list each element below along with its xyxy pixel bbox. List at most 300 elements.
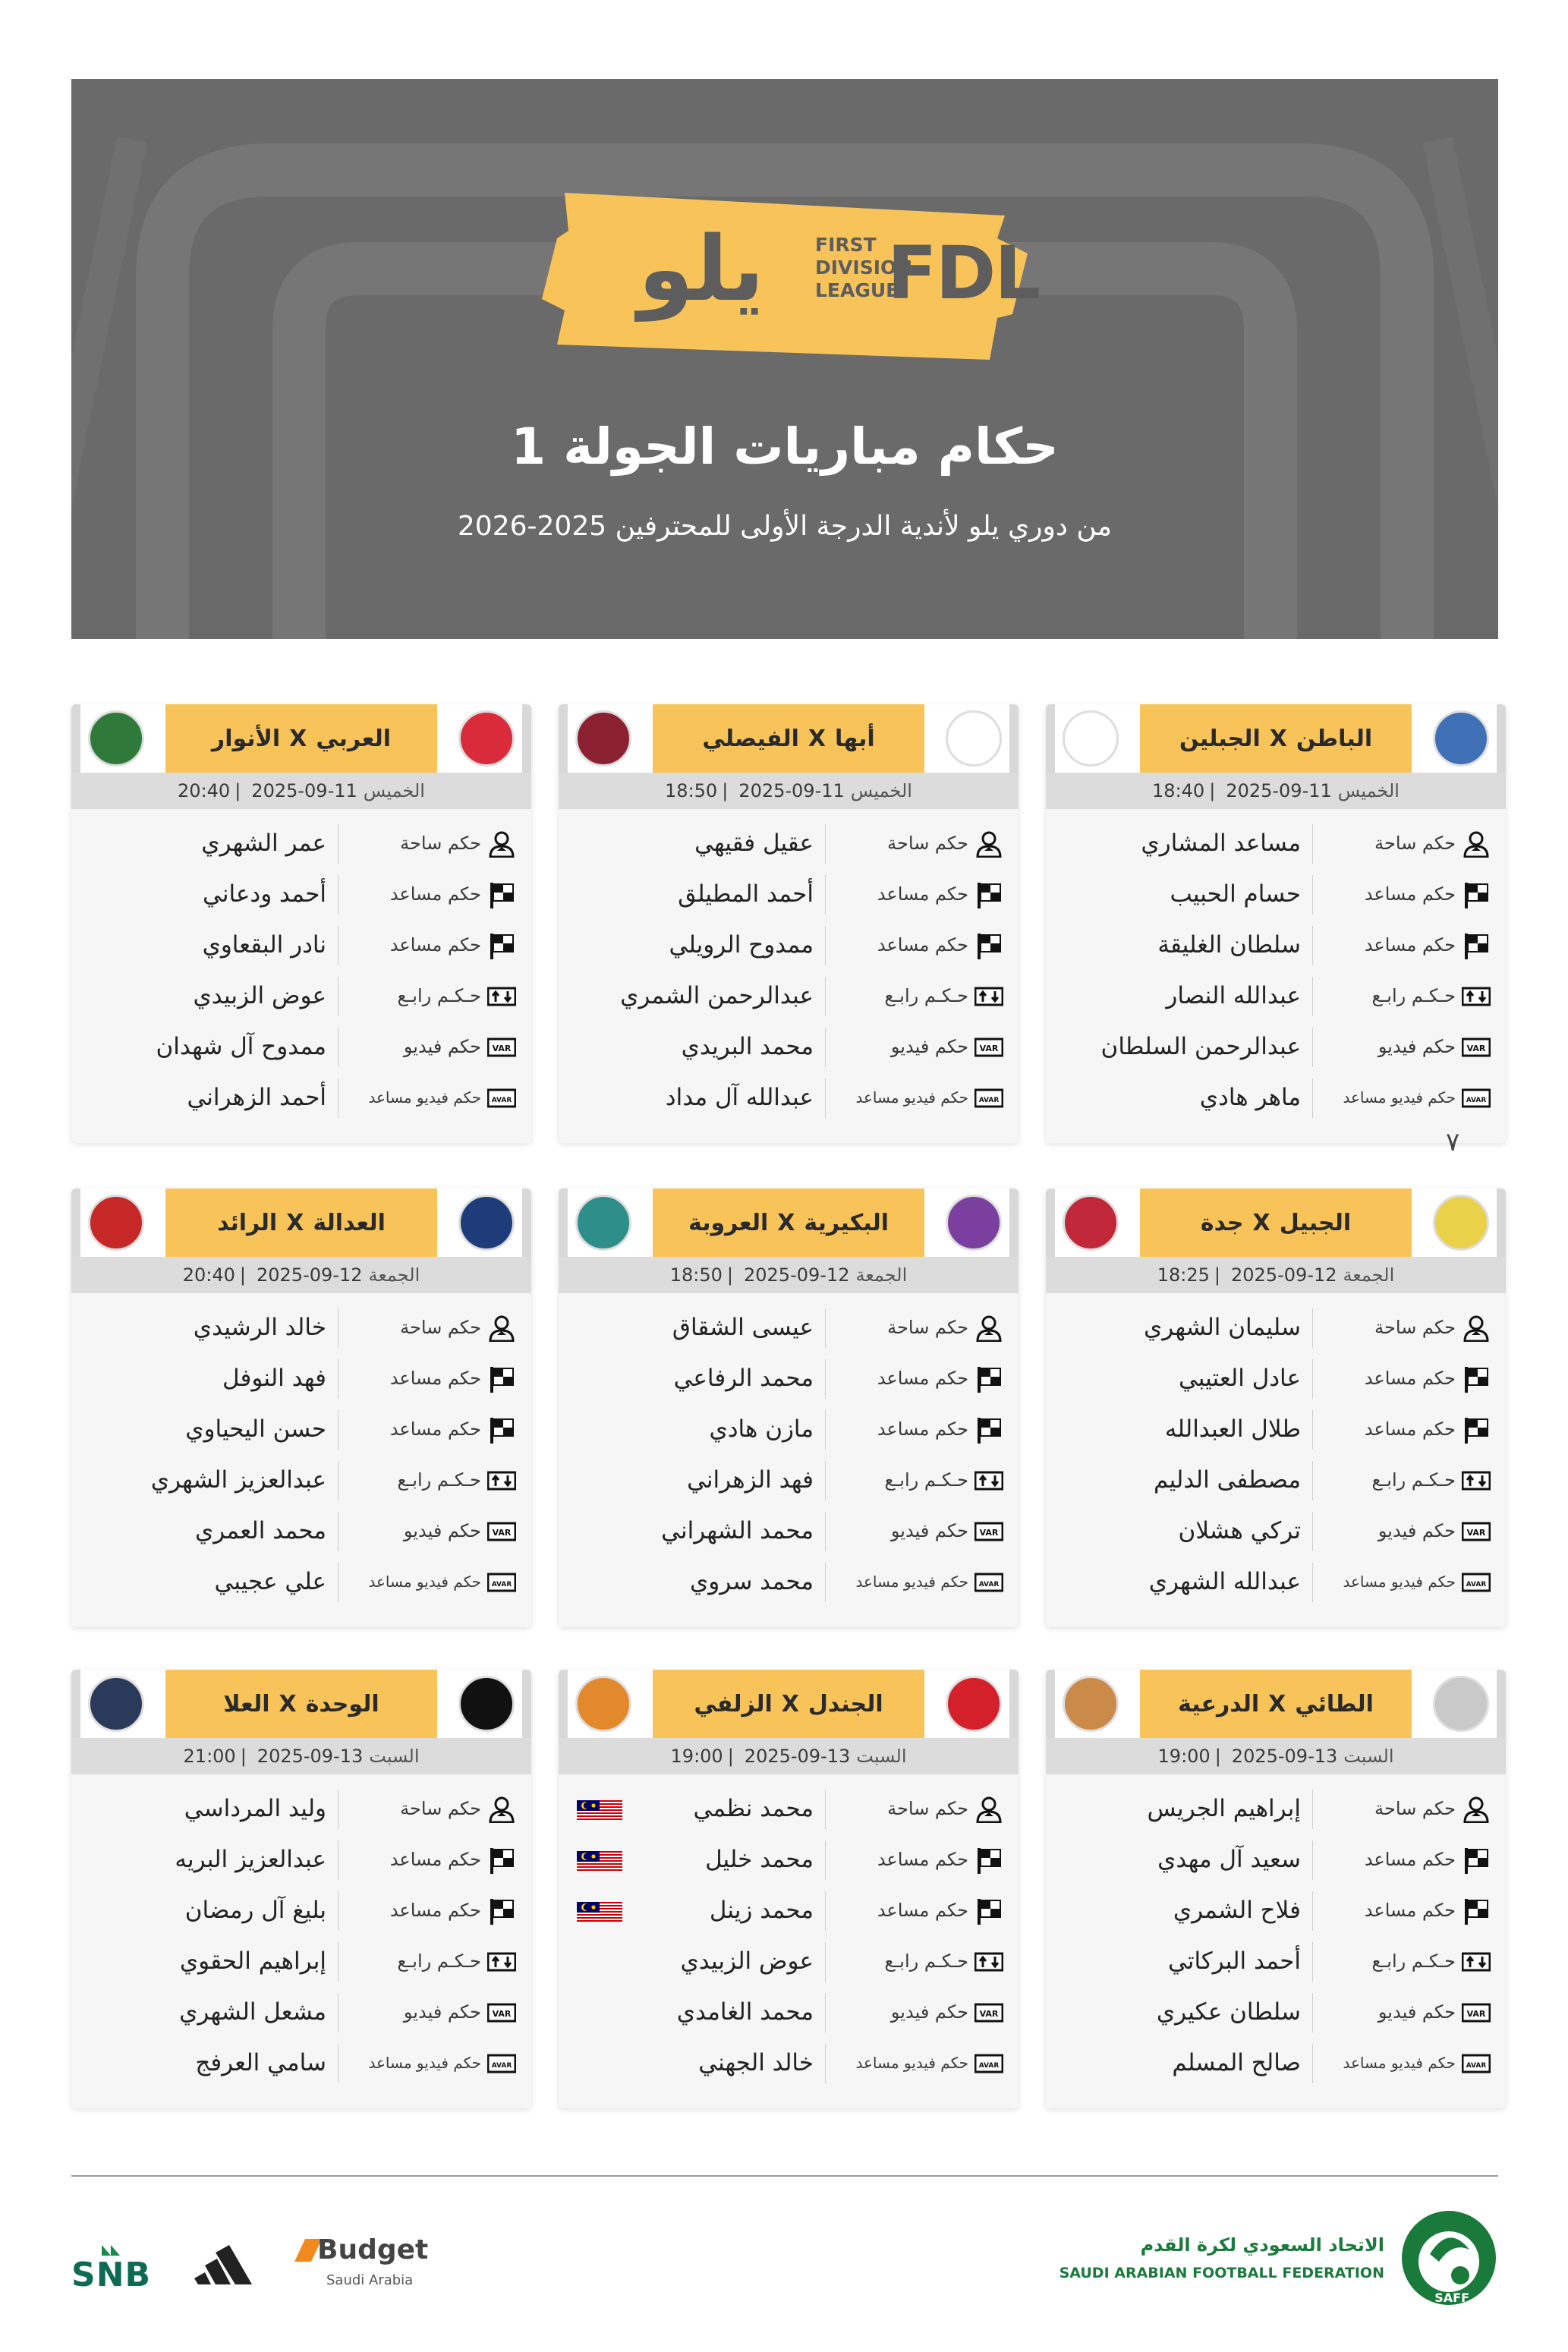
svg-text:AVAR: AVAR (978, 1581, 1000, 1588)
match-day: الخميس (850, 780, 912, 801)
role-label: حكم مساعد (877, 934, 968, 956)
row-divider (825, 1790, 826, 1829)
referee-row (559, 1506, 1019, 1557)
match-title (1140, 1189, 1412, 1257)
role-label: حكم مساعد (389, 934, 481, 956)
svg-text:AVAR: AVAR (1466, 2062, 1487, 2070)
match-card (71, 704, 531, 1143)
row-divider (1312, 875, 1313, 915)
referee-name: محمد الشهراني (661, 1517, 814, 1544)
header-edge (559, 704, 568, 773)
referee-row (71, 971, 531, 1022)
svg-text:AVAR: AVAR (491, 2062, 512, 2070)
row-divider (825, 1028, 826, 1067)
referee-name: أحمد المطيلق (678, 880, 814, 908)
away-team-name: الأنوار (211, 725, 281, 752)
match-datetime (71, 1738, 531, 1774)
header-edge (1009, 1189, 1019, 1257)
header-edge (559, 1189, 568, 1257)
role-label: حكم مساعد (877, 1418, 968, 1440)
referee-name: أحمد ودعاني (202, 880, 326, 908)
row-divider (825, 1078, 826, 1118)
match-date: 2025-09-12 (257, 1264, 363, 1286)
match-card (559, 704, 1019, 1143)
row-divider (825, 1461, 826, 1500)
referee-row (71, 1557, 531, 1607)
role-label: حكم فيديو (403, 2001, 481, 2023)
substitution-board-icon (487, 983, 516, 1010)
referee-list (559, 818, 1019, 1123)
role-label: حكم ساحة (887, 1798, 968, 1819)
svg-text:VAR: VAR (492, 1044, 512, 1053)
role-label: حكم مساعد (1364, 1900, 1456, 1921)
row-divider (825, 1840, 826, 1880)
flag-icon (487, 1897, 516, 1925)
flag-icon (974, 881, 1003, 908)
match-day: الجمعة (1343, 1264, 1395, 1286)
role-label: حـكـم رابـع (884, 1469, 968, 1491)
referee-row (71, 818, 531, 869)
referee-row (71, 1784, 531, 1834)
versus-separator: X (1269, 725, 1287, 752)
role-label: حكم ساحة (887, 833, 968, 854)
match-time: 19:00 (670, 1746, 723, 1767)
away-team-name: الرائد (217, 1209, 278, 1236)
row-divider (1312, 1840, 1313, 1880)
row-divider (1312, 1461, 1313, 1500)
role-label: حكم فيديو (403, 1520, 481, 1541)
flag-icon (1462, 1365, 1491, 1393)
referee-icon (1462, 830, 1491, 858)
header-edge (1009, 704, 1019, 773)
referee-name: عبدالعزيز البريه (175, 1846, 326, 1873)
flag-icon (974, 1365, 1003, 1393)
role-label: حكم مساعد (389, 1368, 481, 1389)
page-title: حكام مباريات الجولة 1 (511, 417, 1059, 476)
away-team-logo (88, 1676, 144, 1732)
role-label: حكم مساعد (1364, 883, 1456, 905)
referee-icon (974, 1796, 1003, 1823)
malaysia-flag-icon (577, 1902, 622, 1922)
referee-name: فهد النوفل (222, 1365, 326, 1392)
substitution-board-icon (1462, 1467, 1491, 1494)
home-team-logo (458, 710, 515, 767)
header-edge (522, 1189, 531, 1257)
versus-separator: X (1268, 1690, 1286, 1718)
row-divider (825, 1512, 826, 1551)
home-team-name: العربي (316, 725, 392, 752)
budget-logo-subtext: Saudi Arabia (326, 2272, 414, 2288)
row-divider (825, 1891, 826, 1931)
away-team-name: الدرعية (1178, 1690, 1260, 1718)
match-date: 2025-09-13 (744, 1746, 851, 1767)
referee-name: خالد الجهني (698, 2049, 814, 2076)
saff-english-name: SAUDI ARABIAN FOOTBALL FEDERATION (1059, 2265, 1384, 2281)
away-team-logo (1063, 710, 1119, 767)
match-datetime (559, 1738, 1019, 1774)
substitution-board-icon (487, 1467, 516, 1494)
avar-icon (974, 1569, 1003, 1596)
referee-name: عبدالله الشهري (1148, 1568, 1301, 1595)
referee-name: سامي العرفج (195, 2049, 326, 2076)
versus-separator: X (1252, 1209, 1270, 1236)
row-divider (825, 1308, 826, 1348)
datetime-separator: | (726, 1264, 733, 1286)
budget-logo-text: Budget (317, 2234, 429, 2265)
role-label: حكم مساعد (1364, 934, 1456, 956)
role-label: حكم فيديو مساعد (368, 1573, 481, 1591)
flag-icon (487, 1416, 516, 1444)
role-label: حـكـم رابـع (884, 985, 968, 1006)
role-label: حكم مساعد (877, 1849, 968, 1870)
referee-name: نادر البقعاوي (202, 931, 326, 959)
referee-row (1046, 1834, 1506, 1885)
header-edge (522, 1670, 531, 1738)
avar-icon (974, 1085, 1003, 1112)
logo-word: LEAGUE (815, 279, 899, 301)
referee-list (71, 818, 531, 1123)
role-label: حكم فيديو مساعد (368, 2054, 481, 2072)
referee-row (559, 1885, 1019, 1936)
row-divider (1312, 1942, 1313, 1982)
referee-list (71, 1784, 531, 2089)
referee-row (559, 1353, 1019, 1404)
role-label: حكم فيديو مساعد (1343, 1573, 1456, 1591)
match-datetime (559, 1257, 1019, 1293)
home-team-name: الجبيل (1279, 1209, 1352, 1236)
referee-row (1046, 869, 1506, 920)
saff-logo (1059, 2209, 1498, 2307)
match-time: 20:40 (178, 780, 231, 801)
role-label: حكم مساعد (877, 883, 968, 905)
row-divider (1312, 1891, 1313, 1931)
var-icon (487, 1034, 516, 1061)
referee-row (559, 2038, 1019, 2089)
referee-name: عبدالعزيز الشهري (150, 1466, 326, 1494)
role-label: حـكـم رابـع (397, 985, 481, 1006)
match-header (559, 1189, 1019, 1257)
svg-text:AVAR: AVAR (1466, 1581, 1487, 1588)
referee-row (1046, 1404, 1506, 1455)
role-label: حـكـم رابـع (1371, 1469, 1456, 1491)
referee-name: ماهر هادي (1199, 1084, 1301, 1111)
yelo-fdl-logo (542, 185, 1040, 367)
row-divider (825, 1410, 826, 1450)
header-edge (1046, 1189, 1055, 1257)
home-team-logo (1433, 1676, 1489, 1732)
referee-name: عوض الزبيدي (193, 982, 326, 1009)
referee-name: محمد الرفاعي (673, 1365, 814, 1392)
role-label: حكم فيديو مساعد (855, 2054, 968, 2072)
datetime-separator: | (1209, 780, 1216, 801)
referee-row (559, 1784, 1019, 1834)
referee-name: عبدالرحمن السلطان (1100, 1033, 1301, 1060)
datetime-separator: | (1214, 1746, 1221, 1767)
referee-row (559, 818, 1019, 869)
referee-row (71, 1987, 531, 2038)
referee-row (559, 1834, 1019, 1885)
referee-name: وليد المرداسي (184, 1795, 326, 1822)
footer-divider (71, 2175, 1498, 2177)
referee-row (71, 1834, 531, 1885)
match-card (559, 1670, 1019, 2108)
referee-name: إبراهيم الحقوي (179, 1947, 326, 1975)
referee-name: عقيل فقيهي (694, 830, 814, 857)
referee-name: محمد نظمي (693, 1795, 814, 1822)
match-title (1140, 704, 1412, 773)
header-edge (1009, 1670, 1019, 1738)
match-datetime (71, 1257, 531, 1293)
row-divider (825, 1942, 826, 1982)
budget-logo (294, 2234, 429, 2295)
referee-row (1046, 1784, 1506, 1834)
versus-separator: X (781, 1690, 799, 1718)
avar-icon (1462, 1085, 1491, 1112)
home-team-name: الطائي (1295, 1690, 1374, 1718)
svg-text:VAR: VAR (1466, 2009, 1486, 2019)
header-edge (522, 704, 531, 773)
header-edge (71, 704, 80, 773)
logo-word: FIRST (815, 234, 877, 256)
match-datetime (1046, 1738, 1506, 1774)
row-divider (825, 1359, 826, 1399)
versus-separator: X (777, 1209, 795, 1236)
match-day: السبت (369, 1746, 420, 1767)
match-card (1046, 1189, 1506, 1627)
role-label: حكم ساحة (1374, 1317, 1456, 1338)
role-label: حكم فيديو (890, 1036, 968, 1057)
role-label: حكم فيديو (890, 2001, 968, 2023)
referee-name: عيسى الشقاق (672, 1314, 814, 1341)
flag-icon (1462, 881, 1491, 908)
match-time: 18:50 (665, 780, 718, 801)
snb-logo-text: SNB (71, 2256, 152, 2294)
match-datetime (71, 773, 531, 809)
referee-name: محمد خليل (705, 1846, 814, 1873)
role-label: حكم مساعد (1364, 1368, 1456, 1389)
flag-icon (1462, 1897, 1491, 1925)
row-divider (1312, 824, 1313, 864)
referee-row (1046, 1072, 1506, 1123)
header-edge (1497, 704, 1506, 773)
referee-name: محمد زينل (709, 1897, 814, 1924)
match-title (165, 1189, 437, 1257)
var-icon (974, 1518, 1003, 1545)
row-divider (825, 1563, 826, 1602)
flag-icon (487, 881, 516, 908)
referee-row (71, 1936, 531, 1987)
match-datetime (559, 773, 1019, 809)
match-header (1046, 1189, 1506, 1257)
match-date: 2025-09-11 (738, 780, 845, 801)
svg-text:VAR: VAR (492, 2009, 512, 2019)
flag-icon (487, 1365, 516, 1393)
row-divider (1312, 1308, 1313, 1348)
flag-icon (487, 932, 516, 959)
referee-row (1046, 1936, 1506, 1987)
home-team-name: الباطن (1296, 725, 1373, 752)
flag-icon (974, 1897, 1003, 1925)
referee-name: أحمد الزهراني (187, 1084, 326, 1111)
datetime-separator: | (727, 1746, 734, 1767)
away-team-name: العلا (223, 1690, 270, 1718)
referee-name: مصطفى الدليم (1153, 1466, 1301, 1494)
referee-name: صالح المسلم (1172, 2049, 1301, 2076)
home-team-logo (946, 710, 1002, 767)
away-team-logo (88, 710, 144, 767)
versus-separator: X (279, 1690, 297, 1718)
avar-icon (1462, 1569, 1491, 1596)
referee-name: ممدوح آل شهدان (156, 1033, 326, 1060)
svg-text:AVAR: AVAR (1466, 1097, 1487, 1104)
svg-text:VAR: VAR (979, 1044, 999, 1053)
referee-name: إبراهيم الجريس (1147, 1795, 1301, 1822)
row-divider (1312, 1790, 1313, 1829)
referee-icon (487, 1315, 516, 1342)
referee-name: عبدالله آل مداد (665, 1084, 814, 1111)
referee-icon (487, 830, 516, 858)
datetime-separator: | (235, 780, 241, 801)
role-label: حـكـم رابـع (397, 1469, 481, 1491)
role-label: حكم مساعد (389, 1418, 481, 1440)
referee-icon (974, 1315, 1003, 1342)
match-date: 2025-09-11 (251, 780, 357, 801)
role-label: حكم ساحة (400, 833, 481, 854)
referee-row (559, 1557, 1019, 1607)
match-datetime (1046, 1257, 1506, 1293)
referee-row (1046, 1353, 1506, 1404)
datetime-separator: | (722, 780, 729, 801)
adidas-stripes-icon (194, 2239, 270, 2292)
away-team-name: الجبلين (1179, 725, 1261, 752)
datetime-separator: | (239, 1264, 246, 1286)
match-header (71, 1189, 531, 1257)
svg-text:VAR: VAR (979, 2009, 999, 2019)
home-team-logo (946, 1676, 1002, 1732)
role-label: حكم ساحة (1374, 1798, 1456, 1819)
match-date: 2025-09-12 (1231, 1264, 1337, 1286)
substitution-board-icon (487, 1948, 516, 1976)
referee-icon (974, 830, 1003, 858)
referee-row (559, 1072, 1019, 1123)
home-team-logo (1433, 1195, 1489, 1251)
role-label: حكم فيديو (890, 1520, 968, 1541)
referee-name: عوض الزبيدي (680, 1947, 814, 1975)
svg-text:AVAR: AVAR (978, 1097, 1000, 1104)
referee-row (559, 1987, 1019, 2038)
svg-text:VAR: VAR (1466, 1044, 1486, 1053)
match-day: السبت (856, 1746, 907, 1767)
var-icon (974, 1999, 1003, 2026)
referee-name: مشعل الشهري (179, 1998, 326, 2026)
adidas-logo (194, 2239, 270, 2292)
row-divider (1312, 977, 1313, 1016)
referee-name: ممدوح الرويلي (669, 931, 814, 959)
match-day: السبت (1343, 1746, 1394, 1767)
role-label: حكم مساعد (389, 1849, 481, 1870)
role-label: حكم مساعد (389, 1900, 481, 1921)
role-label: حـكـم رابـع (1371, 1951, 1456, 1972)
header-edge (71, 1189, 80, 1257)
match-time: 20:40 (182, 1264, 235, 1286)
referee-row (1046, 1506, 1506, 1557)
match-date: 2025-09-12 (744, 1264, 850, 1286)
versus-separator: X (808, 725, 827, 752)
referee-list (1046, 1302, 1506, 1607)
referee-row (1046, 971, 1506, 1022)
match-time: 18:25 (1157, 1264, 1210, 1286)
away-team-logo (575, 710, 631, 767)
referee-row (71, 2038, 531, 2089)
role-label: حكم مساعد (389, 883, 481, 905)
referee-name: حسن اليحياوي (185, 1415, 326, 1443)
referee-name: محمد البريدي (681, 1033, 814, 1060)
referee-row (1046, 1885, 1506, 1936)
away-team-name: الزلفي (694, 1690, 773, 1718)
role-label: حكم ساحة (887, 1317, 968, 1338)
logo-arabic-text: يلو (638, 216, 765, 321)
referee-row (71, 1506, 531, 1557)
substitution-board-icon (974, 1467, 1003, 1494)
role-label: حـكـم رابـع (397, 1951, 481, 1972)
home-team-name: البكيرية (804, 1209, 889, 1236)
referee-name: مساعد المشاري (1141, 830, 1301, 857)
referee-list (71, 1302, 531, 1607)
referee-row (559, 869, 1019, 920)
match-title (1140, 1670, 1412, 1738)
referee-name: علي عجيبي (214, 1568, 326, 1595)
flag-icon (1462, 1416, 1491, 1444)
row-divider (825, 824, 826, 864)
referee-name: سعيد آل مهدي (1157, 1846, 1301, 1873)
referee-row (71, 1353, 531, 1404)
match-day: الجمعة (368, 1264, 420, 1286)
role-label: حكم فيديو مساعد (855, 1573, 968, 1591)
row-divider (1312, 926, 1313, 965)
role-label: حكم ساحة (400, 1798, 481, 1819)
corner-mark: ٧ (1446, 1127, 1460, 1157)
match-header (71, 704, 531, 773)
referee-name: فهد الزهراني (687, 1466, 814, 1494)
match-title (165, 1670, 437, 1738)
referee-list (559, 1302, 1019, 1607)
referee-row (1046, 920, 1506, 971)
var-icon (487, 1518, 516, 1545)
saff-badge-text: SAFF (1434, 2291, 1469, 2305)
row-divider (825, 1993, 826, 2032)
home-team-logo (1433, 710, 1489, 767)
referee-name: عبدالرحمن الشمري (620, 982, 814, 1009)
svg-text:VAR: VAR (979, 1528, 999, 1538)
home-team-name: الوحدة (305, 1690, 379, 1718)
match-title (653, 704, 924, 773)
referee-name: فلاح الشمري (1173, 1897, 1301, 1924)
referee-name: عمر الشهري (201, 830, 326, 857)
avar-icon (1462, 2050, 1491, 2077)
var-icon (1462, 1518, 1491, 1545)
flag-icon (974, 932, 1003, 959)
referee-row (71, 1022, 531, 1072)
role-label: حـكـم رابـع (1371, 985, 1456, 1006)
referee-row (71, 1404, 531, 1455)
var-icon (1462, 1034, 1491, 1061)
match-header (71, 1670, 531, 1738)
home-team-logo (458, 1195, 515, 1251)
avar-icon (487, 1569, 516, 1596)
match-date: 2025-09-13 (1231, 1746, 1338, 1767)
role-label: حكم فيديو مساعد (368, 1088, 481, 1107)
away-team-logo (88, 1195, 144, 1251)
